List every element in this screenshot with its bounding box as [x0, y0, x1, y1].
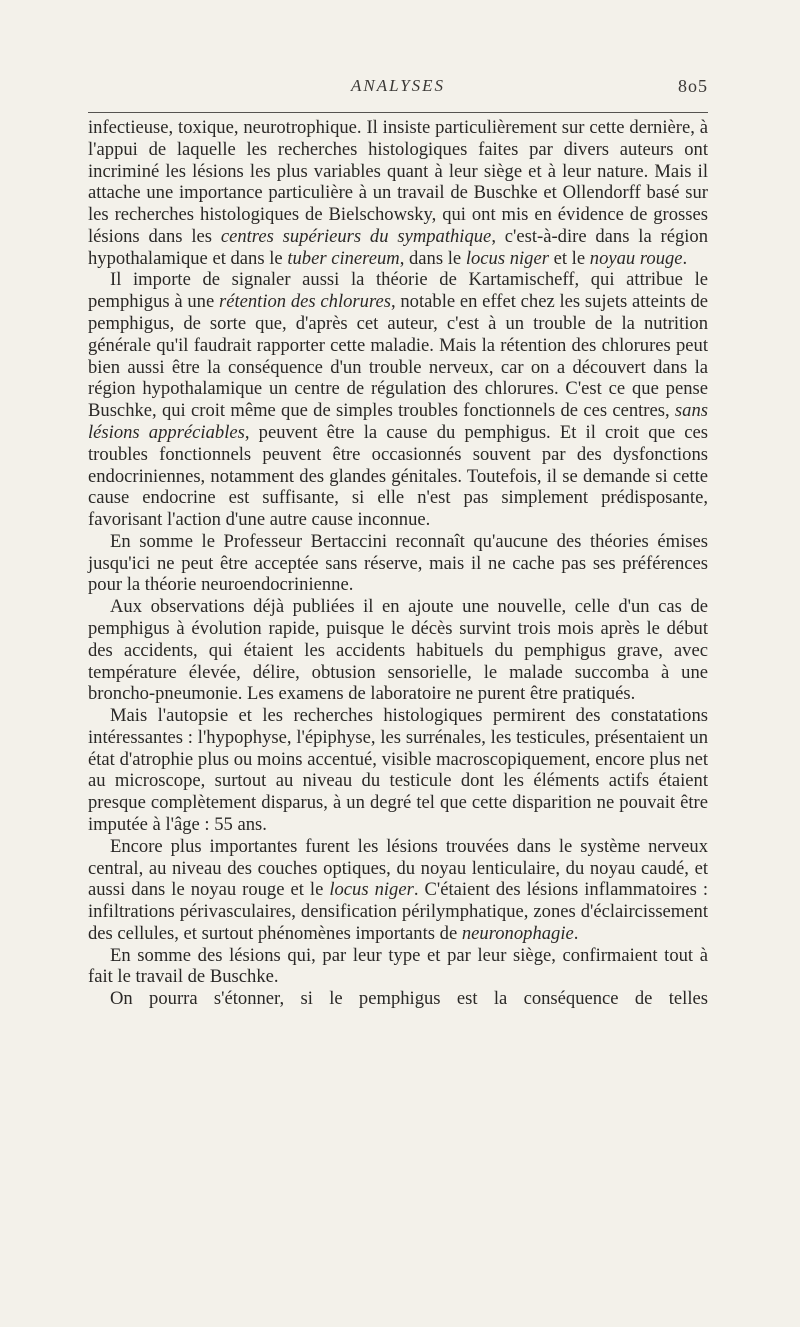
- paragraph-5: [88, 705, 708, 836]
- italic-term: noyau rouge: [589, 247, 683, 269]
- text-run: Mais l'autopsie et les recherches histologiques permirent des constatations intéressantes : l'hypophyse, l'épiphyse, les surrénales, les testicules, présentaient un état d'atrophie plus ou moins accentué, visible macroscopiquement, encore plus net au microscope, surtout au niveau du testicule dont les éléments actifs étaient presque complètement disparus, à un degré tel que cette disparition ne pouvait être imputée à l'âge : 55 ans.: [88, 705, 708, 835]
- text-run: En somme le Professeur Bertaccini reconnaît qu'aucune des théories émises jusqu'ici ne peut être acceptée sans réserve, mais il ne cache pas ses préférences pour la théorie neuroendocrinienne.: [88, 530, 708, 596]
- body-text: [88, 117, 708, 1010]
- text-run: , dans le: [399, 247, 466, 269]
- italic-term: sans lésions appréciables: [88, 400, 708, 443]
- text-run: .: [682, 247, 688, 269]
- paragraph-2: [88, 269, 708, 530]
- italic-term: locus niger: [329, 879, 414, 901]
- text-run: , c'est-à-dire dans la région hypothalamique et dans le: [88, 225, 708, 269]
- text-run: On pourra s'étonner, si le pemphigus est la conséquence de telles: [110, 988, 708, 1010]
- text-run: Aux observations déjà publiées il en ajoute une nouvelle, celle d'un cas de pemphigus à évolution rapide, puisque le décès survint trois mois après le début des accidents, qui étaient les accidents habituels du pemphigus grave, avec température élevée, délire, obtusion sensorielle, le malade succomba à une broncho-pneumonie. Les examens de laboratoire ne purent être pratiqués.: [88, 596, 708, 705]
- text-run: . C'étaient des lésions inflammatoires : infiltrations périvasculaires, densification périlymphatique, zones d'éclaircissement des cellules, et surtout phénomènes importants de: [88, 879, 709, 944]
- text-run: infectieuse, toxique, neurotrophique. Il insiste particulièrement sur cette dernière, à l'appui de laquelle les recherches histologiques faites par divers auteurs ont incriminé les lésions les plus variables quant à leur siège et à leur nature. Mais il attache une importance particulière à un travail de Buschke et Ollendorff basé sur les recherches histologiques de Bielschowsky, qui ont mis en évidence de grosses lésions dans les: [88, 117, 708, 247]
- page-header: [88, 76, 708, 102]
- paragraph-4: [88, 596, 708, 705]
- text-run: et le: [548, 247, 590, 269]
- text-run: En somme des lésions qui, par leur type et par leur siège, confirmaient tout à fait le travail de Buschke.: [88, 944, 708, 988]
- text-run: , peuvent être la cause du pemphigus. Et il croit que ces troubles fonctionnels peuvent être occasionnés souvent par des dysfonctions endocriniennes, notamment des glandes génitales. Toutefois, il se demande si cette cause endocrine est suffisante, si elle n'est pas simplement prédisposante, favorisant l'action d'une autre cause inconnue.: [88, 421, 708, 531]
- text-run: Encore plus importantes furent les lésions trouvées dans le système nerveux central, au niveau des couches optiques, du noyau lenticulaire, du noyau caudé, et aussi dans le noyau rouge et le: [88, 835, 708, 901]
- italic-term: tuber cinereum: [287, 247, 400, 269]
- italic-term: centres supérieurs du sympathique: [220, 225, 492, 247]
- running-head: ANALYSES: [350, 76, 446, 95]
- italic-term: rétention des chlorures: [218, 291, 391, 313]
- text-run: Il importe de signaler aussi la théorie de Kartamischeff, qui attribue le pemphigus à une: [88, 269, 708, 313]
- paragraph-1: [88, 117, 708, 269]
- italic-term: neuronophagie: [461, 922, 574, 944]
- page-number: 8o5: [678, 76, 708, 96]
- paragraph-3: [88, 531, 708, 596]
- paragraph-7: [88, 945, 708, 989]
- header-rule: [88, 112, 708, 113]
- paragraph-8: [88, 988, 708, 1010]
- text-run: , notable en effet chez les sujets atteints de pemphigus, de sorte que, d'après cet auteur, c'est à un trouble de la nutrition générale qu'il faudrait rapporter cette maladie. Mais la rétention des chlorures peut bien aussi être la conséquence d'un trouble nerveux, car on a découvert dans la région hypothalamique un centre de régulation des chlorures. C'est ce que pense Buschke, qui croit même que de simples troubles fonctionnels de ces centres,: [88, 291, 708, 422]
- italic-term: locus niger: [465, 247, 549, 269]
- text-run: .: [573, 922, 579, 944]
- paragraph-6: [88, 836, 708, 945]
